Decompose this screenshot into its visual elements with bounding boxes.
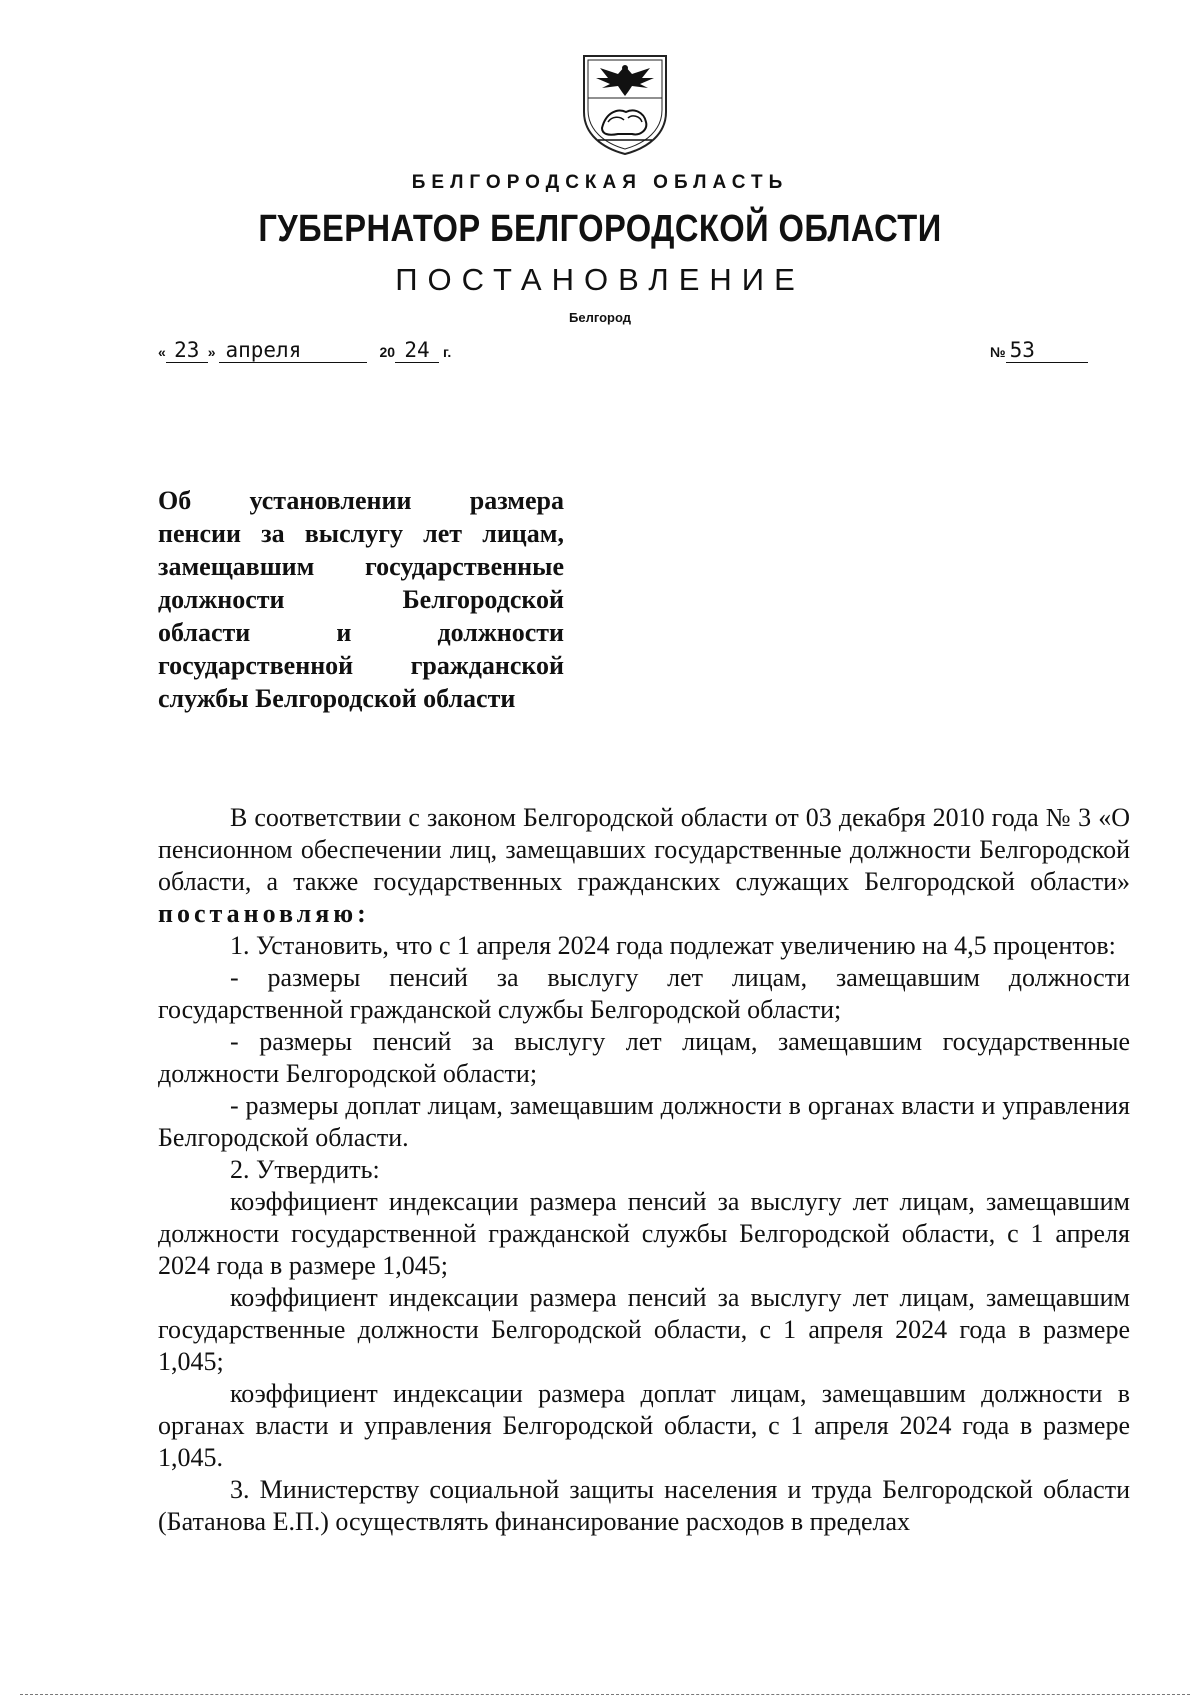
subject-line: Об установлении размера [158, 486, 564, 515]
decree-body [158, 802, 1130, 1538]
decree-number [990, 338, 1088, 372]
region-name: БЕЛГОРОДСКАЯ ОБЛАСТЬ [411, 172, 789, 193]
subject-line: должности Белгородской [158, 585, 564, 614]
resolve-word: постановляю: [158, 899, 370, 928]
preamble-text: В соответствии с законом Белгородской области от 03 декабря 2010 года № 3 «О пенсионном обеспечении лиц, замещавших государственные должности Белгородской области, а также государственных гражданских служащих Белгородской области» [158, 803, 1130, 896]
subject-line: государственной гражданской [158, 651, 564, 680]
date-close-quote: » [207, 344, 216, 360]
subject-line: службы Белгородской области [158, 684, 516, 713]
date-day: 23 [166, 338, 208, 363]
clause-2-item: коэффициент индексации размера доплат лицам, замещавшим должности в органах власти и управления Белгородской области, с 1 апреля 2024 года в размере 1,045. [158, 1379, 1130, 1472]
decree-subject [158, 484, 564, 715]
clause-1-item: - размеры пенсий за выслугу лет лицам, замещавшим государственные должности Белгородской области; [158, 1027, 1130, 1088]
subject-line: пенсии за выслугу лет лицам, [158, 519, 564, 548]
clause-2: 2. Утвердить: [230, 1155, 380, 1184]
date-month: апреля [219, 338, 367, 363]
page-edge-divider [20, 1694, 1190, 1696]
clause-2-item: коэффициент индексации размера пенсий за выслугу лет лицам, замещавшим государственные должности Белгородской области, с 1 апреля 2024 года в размере 1,045; [158, 1283, 1130, 1376]
document-type: ПОСТАНОВЛЕНИЕ [395, 262, 805, 297]
date-year-suffix: 24 [395, 338, 439, 363]
clause-3: 3. Министерству социальной защиты населения и труда Белгородской области (Батанова Е.П.) осуществлять финансирование расходов в пределах [158, 1475, 1130, 1536]
clause-1-item: - размеры пенсий за выслугу лет лицам, замещавшим должности государственной гражданской службы Белгородской области; [158, 963, 1130, 1024]
clause-1-item: - размеры доплат лицам, замещавшим должности в органах власти и управления Белгородской области. [158, 1091, 1130, 1152]
coat-of-arms-icon [578, 52, 672, 156]
authority-title: ГУБЕРНАТОР БЕЛГОРОДСКОЙ ОБЛАСТИ [258, 208, 942, 250]
decree-date [158, 338, 451, 372]
preamble-paragraph [158, 802, 1130, 930]
city-name: Белгород [569, 310, 631, 325]
clause-1: 1. Установить, что с 1 апреля 2024 года подлежат увеличению на 4,5 процентов: [230, 931, 1116, 960]
date-open-quote: « [158, 344, 166, 360]
number-label: № [990, 344, 1006, 360]
clause-2-item: коэффициент индексации размера пенсий за выслугу лет лицам, замещавшим должности государственной гражданской службы Белгородской области, с 1 апреля 2024 года в размере 1,045; [158, 1187, 1130, 1280]
subject-line: области и должности [158, 618, 564, 647]
number-value: 53 [1006, 338, 1088, 363]
date-year-mark: г. [442, 344, 452, 360]
date-year-prefix: 20 [379, 344, 396, 360]
subject-line: замещавшим государственные [158, 552, 564, 581]
